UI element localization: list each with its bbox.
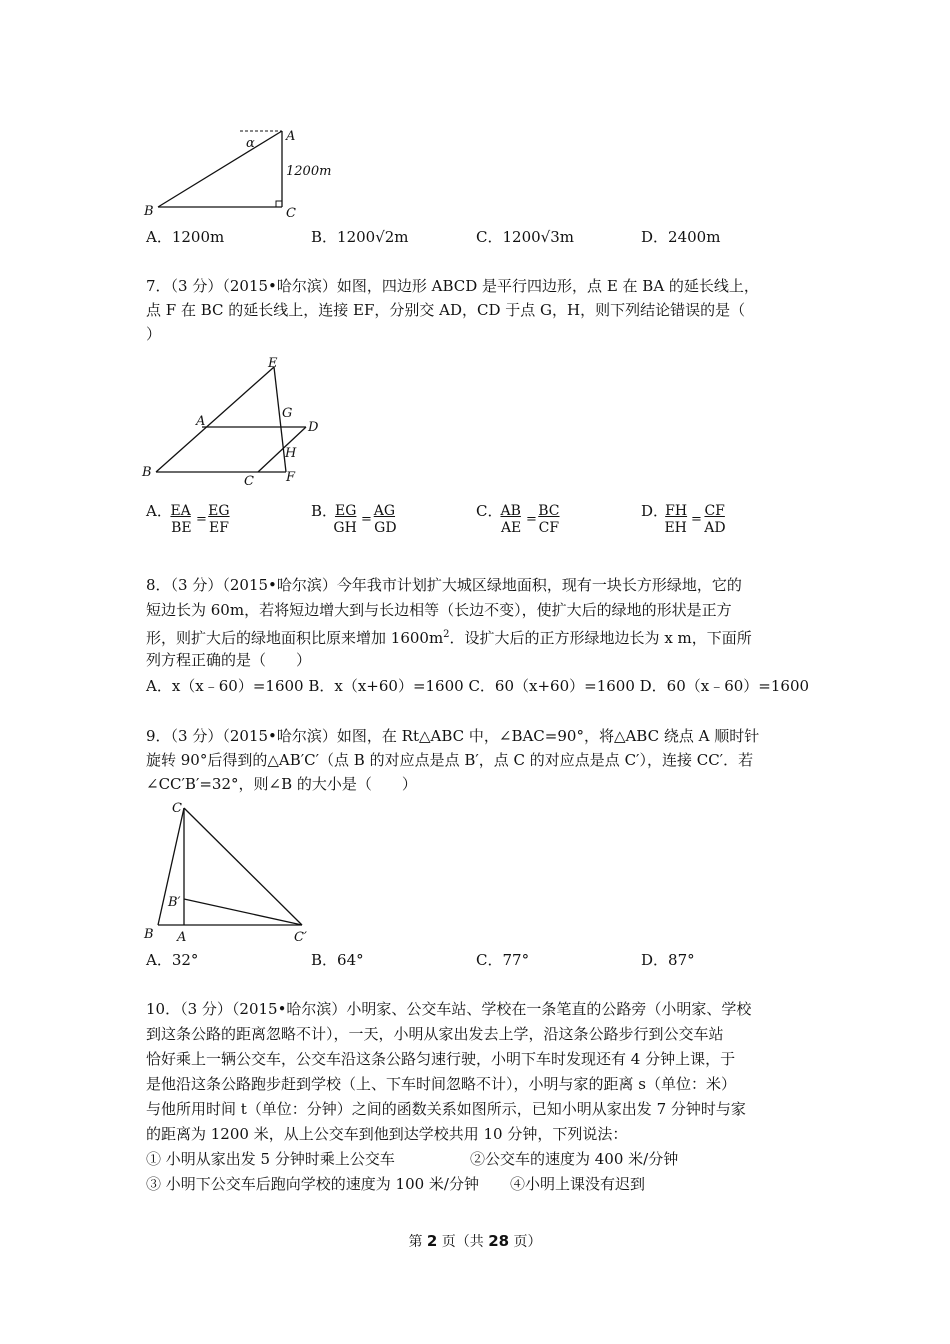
q10-statement-3: ③ 小明下公交车后跑向学校的速度为 100 米/分钟 bbox=[146, 1175, 479, 1193]
q7-option-a-fraction: EA EG BE EF = bbox=[170, 503, 230, 536]
q7-label-G: G bbox=[282, 406, 293, 421]
q6-label-alpha: α bbox=[246, 136, 255, 151]
q6-label-C: C bbox=[286, 206, 296, 220]
q6-option-b[interactable]: B．1200√2m bbox=[311, 228, 409, 246]
q8-options[interactable]: A．x（x﹣60）=1600 B．x（x+60）=1600 C．60（x+60）=1600 D．60（x﹣60）=1600 bbox=[146, 677, 810, 695]
page-number: 2 bbox=[426, 1232, 438, 1250]
page-footer: 第 2 页（共 28 页） bbox=[408, 1232, 542, 1250]
q6-figure bbox=[140, 125, 350, 220]
q9-option-d[interactable]: D．87° bbox=[641, 951, 695, 969]
q6-option-d[interactable]: D．2400m bbox=[641, 228, 721, 246]
q7-label-E: E bbox=[268, 356, 278, 371]
q7-text-line-3: ） bbox=[146, 325, 162, 343]
q9-text-line-1: 9．（3 分）（2015•哈尔滨）如图，在 Rt△ABC 中，∠BAC=90°，将△ABC 绕点 A 顺时针 bbox=[146, 727, 760, 745]
q6-label-height: 1200m bbox=[286, 164, 332, 179]
q7-option-b-letter[interactable]: B． bbox=[311, 502, 338, 520]
q7-label-H: H bbox=[285, 446, 297, 461]
q10-text-line-6: 的距离为 1200 米，从上公交车到他到达学校共用 10 分钟，下列说法： bbox=[146, 1125, 628, 1143]
q9-option-b[interactable]: B．64° bbox=[311, 951, 364, 969]
q9-option-c[interactable]: C．77° bbox=[476, 951, 530, 969]
q7-option-c-fraction: AB BC AE CF = bbox=[500, 503, 560, 536]
q9-text-line-3: ∠CC′B′=32°，则∠B 的大小是（ ） bbox=[146, 775, 417, 793]
q8-text-line-1: 8．（3 分）（2015•哈尔滨）今年我市计划扩大城区绿地面积，现有一块长方形绿地，它的 bbox=[146, 576, 742, 594]
q7-label-B: B bbox=[142, 465, 152, 480]
q7-option-d-fraction: FH CF EH AD = bbox=[664, 503, 726, 536]
q6-option-a[interactable]: A．1200m bbox=[146, 228, 225, 246]
q9-figure bbox=[140, 798, 330, 948]
q10-statement-4: ④小明上课没有迟到 bbox=[510, 1175, 646, 1193]
q9-label-C-prime: C′ bbox=[294, 930, 307, 945]
q9-label-A: A bbox=[177, 930, 187, 945]
q6-label-B: B bbox=[144, 204, 154, 219]
q7-label-D: D bbox=[308, 420, 319, 435]
q7-label-A: A bbox=[196, 414, 206, 429]
q7-option-a-letter[interactable]: A． bbox=[146, 502, 172, 520]
q10-text-line-5: 与他所用时间 t（单位：分钟）之间的函数关系如图所示，已知小明从家出发 7 分钟时与家 bbox=[146, 1100, 746, 1118]
q7-option-d-letter[interactable]: D． bbox=[641, 502, 669, 520]
q7-text-line-1: 7．（3 分）（2015•哈尔滨）如图，四边形 ABCD 是平行四边形，点 E 在 BA 的延长线上， bbox=[146, 277, 759, 295]
q7-label-F: F bbox=[286, 470, 296, 485]
q7-figure bbox=[140, 355, 340, 490]
q10-text-line-4: 是他沿这条公路跑步赶到学校（上、下车时间忽略不计），小明与家的距离 s（单位：米） bbox=[146, 1075, 736, 1093]
q9-option-a[interactable]: A．32° bbox=[146, 951, 199, 969]
q7-label-C: C bbox=[244, 474, 254, 489]
q10-statement-2: ②公交车的速度为 400 米/分钟 bbox=[470, 1150, 679, 1168]
q8-text-line-4: 列方程正确的是（ ） bbox=[146, 651, 312, 669]
page-total: 28 bbox=[488, 1232, 510, 1250]
q6-option-c[interactable]: C．1200√3m bbox=[476, 228, 574, 246]
q7-option-c-letter[interactable]: C． bbox=[476, 502, 503, 520]
q9-text-line-2: 旋转 90°后得到的△AB′C′（点 B 的对应点是点 B′，点 C 的对应点是点 C′），连接 CC′．若 bbox=[146, 751, 754, 769]
q7-option-b-fraction: EG AG GH GD = bbox=[333, 503, 397, 536]
q10-text-line-3: 恰好乘上一辆公交车，公交车沿这条公路匀速行驶，小明下车时发现还有 4 分钟上课，于 bbox=[146, 1050, 736, 1068]
q10-text-line-1: 10．（3 分）（2015•哈尔滨）小明家、公交车站、学校在一条笔直的公路旁（小明家、学校 bbox=[146, 1000, 752, 1018]
q10-statement-1: ① 小明从家出发 5 分钟时乘上公交车 bbox=[146, 1150, 395, 1168]
q6-label-A: A bbox=[286, 129, 296, 144]
q8-text-line-2: 短边长为 60m，若将短边增大到与长边相等（长边不变），使扩大后的绿地的形状是正方 bbox=[146, 601, 732, 619]
q9-label-C: C bbox=[172, 801, 182, 816]
q9-label-B-prime: B′ bbox=[168, 895, 181, 910]
q9-label-B: B bbox=[144, 927, 154, 942]
q10-text-line-2: 到这条公路的距离忽略不计），一天，小明从家出发去上学，沿这条公路步行到公交车站 bbox=[146, 1025, 724, 1043]
q7-text-line-2: 点 F 在 BC 的延长线上，连接 EF，分别交 AD，CD 于点 G，H，则下列结论错误的是（ bbox=[146, 301, 746, 319]
q8-text-line-3: 形，则扩大后的绿地面积比原来增加 $1600m^2$．设扩大后的正方形绿地边长为 x m，下面所 bbox=[146, 629, 752, 647]
